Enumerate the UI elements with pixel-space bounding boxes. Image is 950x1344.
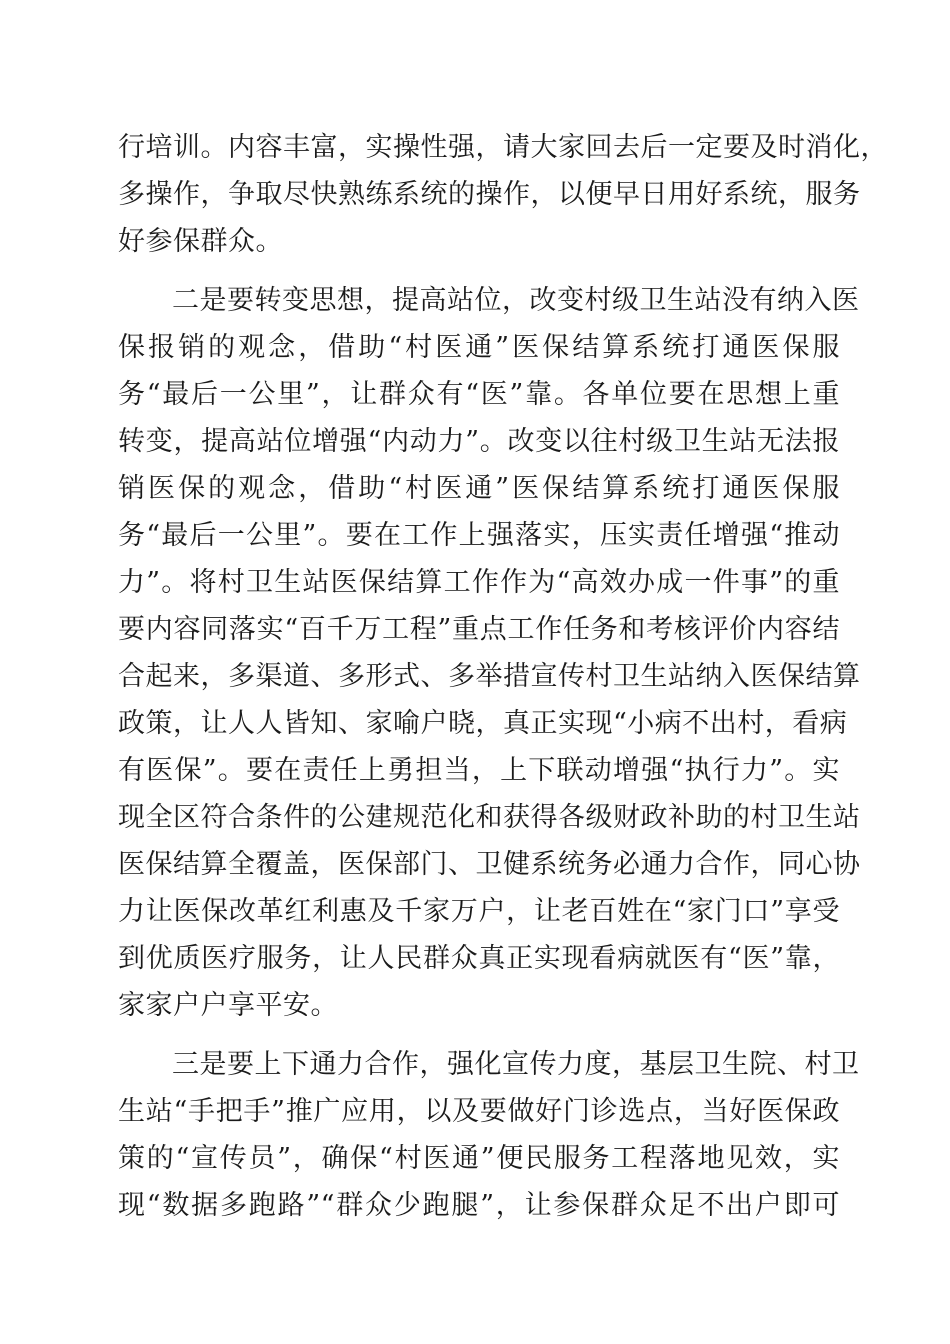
text-line: 到优质医疗服务，让人民群众真正实现看病就医有“医”靠， bbox=[118, 943, 840, 974]
text-line: 力让医保改革红利惠及千家万户，让老百姓在“家门口”享受 bbox=[118, 896, 840, 927]
text-line: 政策，让人人皆知、家喻户晓，真正实现“小病不出村，看病 bbox=[118, 708, 848, 739]
text-line: 多操作，争取尽快熟练系统的操作，以便早日用好系统，服务 bbox=[118, 179, 861, 210]
text-line: 医保结算全覆盖，医保部门、卫健系统务必通力合作，同心协 bbox=[118, 849, 861, 880]
text-line: 好参保群众。 bbox=[118, 226, 283, 257]
text-line: 生站“手把手”推广应用，以及要做好门诊选点，当好医保政 bbox=[118, 1096, 840, 1127]
text-line: 合起来，多渠道、多形式、多举措宣传村卫生站纳入医保结算 bbox=[118, 661, 861, 692]
text-line: 务“最后一公里”。要在工作上强落实，压实责任增强“推动 bbox=[118, 520, 840, 551]
text-line: 务“最后一公里”，让群众有“医”靠。各单位要在思想上重 bbox=[118, 379, 840, 410]
text-line: 现“数据多跑路”“群众少跑腿”，让参保群众足不出户即可 bbox=[118, 1190, 840, 1221]
paragraph-spacer bbox=[118, 1029, 840, 1041]
text-line: 二是要转变思想，提高站位，改变村级卫生站没有纳入医 bbox=[172, 285, 860, 316]
paragraph-3 bbox=[118, 1041, 860, 1229]
paragraph-1 bbox=[118, 124, 888, 265]
text-line: 要内容同落实“百千万工程”重点工作任务和考核评价内容结 bbox=[118, 614, 840, 645]
text-line: 转变，提高站位增强“内动力”。改变以往村级卫生站无法报 bbox=[118, 426, 840, 457]
text-line: 策的“宣传员”，确保“村医通”便民服务工程落地见效，实 bbox=[118, 1143, 840, 1174]
text-line: 保报销的观念，借助“村医通”医保结算系统打通医保服 bbox=[118, 332, 840, 363]
text-line: 力”。将村卫生站医保结算工作作为“高效办成一件事”的重 bbox=[118, 567, 840, 598]
paragraph-spacer bbox=[118, 265, 840, 277]
text-line: 有医保”。要在责任上勇担当，上下联动增强“执行力”。实 bbox=[118, 755, 840, 786]
text-line: 家家户户享平安。 bbox=[118, 990, 338, 1021]
paragraph-2 bbox=[118, 277, 861, 1029]
text-line: 现全区符合条件的公建规范化和获得各级财政补助的村卫生站 bbox=[118, 802, 861, 833]
text-line: 销医保的观念，借助“村医通”医保结算系统打通医保服 bbox=[118, 473, 840, 504]
text-line: 行培训。内容丰富，实操性强，请大家回去后一定要及时消化， bbox=[118, 132, 888, 163]
document-body bbox=[118, 124, 888, 1229]
text-line: 三是要上下通力合作，强化宣传力度，基层卫生院、村卫 bbox=[172, 1049, 860, 1080]
